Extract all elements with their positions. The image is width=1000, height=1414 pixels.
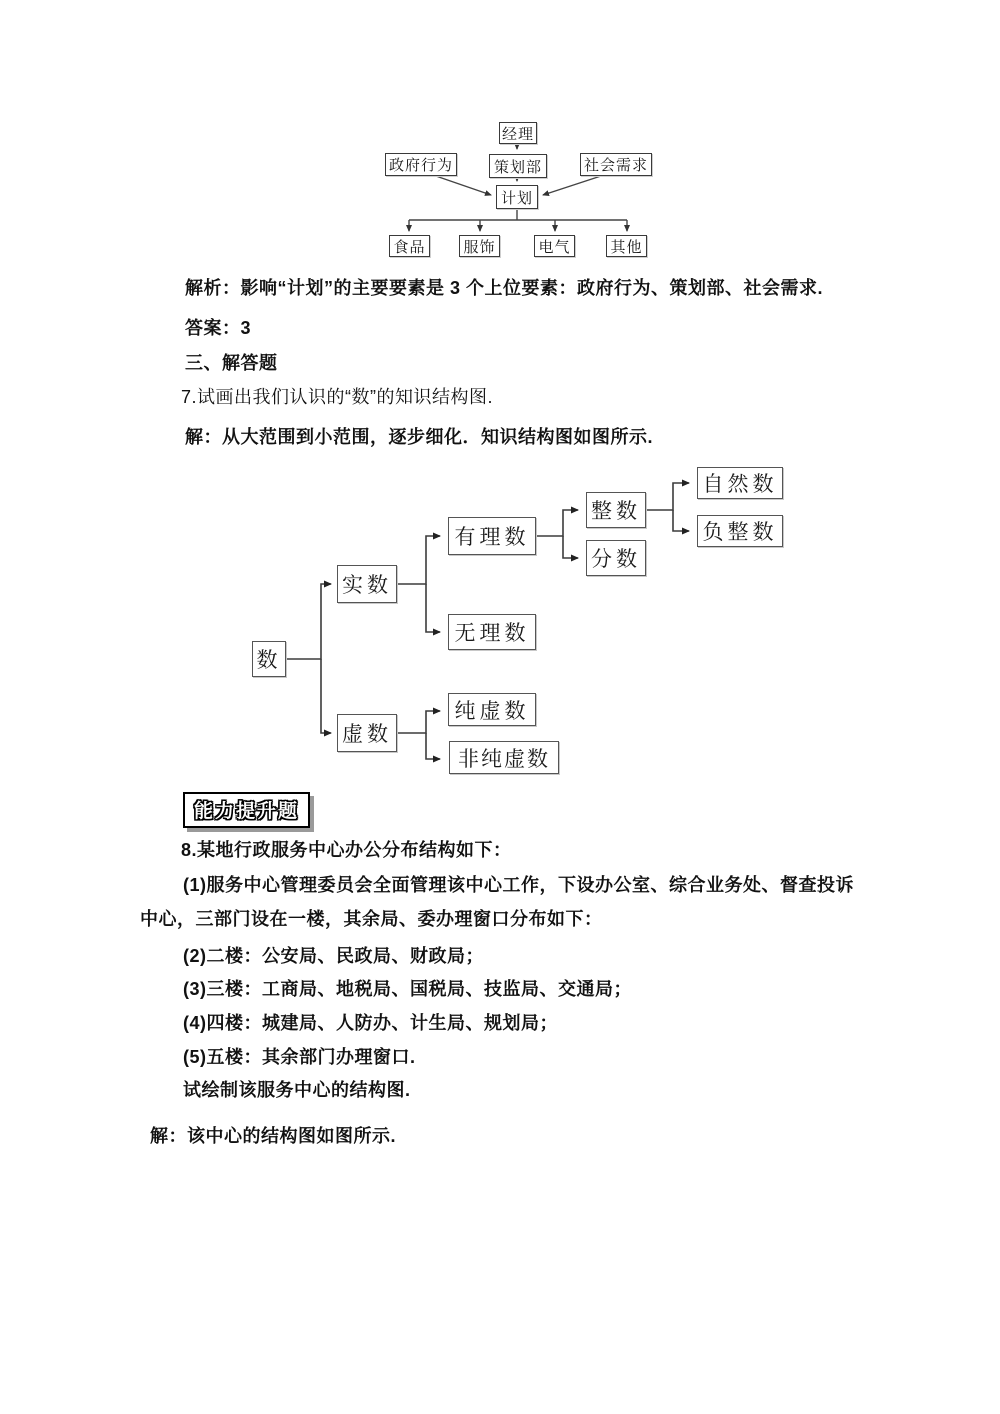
number-tree-diagram	[245, 460, 795, 782]
q8-solution-line: 解：该中心的结构图如图所示.	[150, 1126, 396, 1146]
q6-answer-line: 答案：3	[185, 318, 252, 338]
q8-item1-paragraph: (1)服务中心管理委员会全面管理该中心工作，下设办公室、综合业务处、督查投诉中心，三部门设在一楼，其余局、委办理窗口分布如下：	[140, 875, 854, 929]
tree-node-fraction: 分数	[586, 540, 646, 576]
tree-node-pure-imaginary: 纯虚数	[448, 693, 536, 726]
org-node-planning-dept: 策划部	[489, 154, 547, 178]
q7-question-line: 7.试画出我们认识的“数”的知识结构图.	[181, 387, 493, 407]
q8-item4-line: (4)四楼：城建局、人防办、计生局、规划局；	[183, 1013, 558, 1033]
tree-node-integer: 整数	[586, 492, 646, 528]
q8-item2-line: (2)二楼：公安局、民政局、财政局；	[183, 946, 484, 966]
org-node-other: 其他	[606, 235, 647, 257]
org-node-electrical: 电气	[534, 235, 575, 257]
q8-task-line: 试绘制该服务中心的结构图.	[183, 1080, 411, 1100]
org-node-food: 食品	[389, 235, 430, 257]
q6-analysis-line: 解析：影响“计划”的主要要素是 3 个上位要素：政府行为、策划部、社会需求.	[185, 278, 824, 298]
ability-badge: 能力提升题	[183, 792, 310, 828]
q8-item3-line: (3)三楼：工商局、地税局、国税局、技监局、交通局；	[183, 979, 632, 999]
org-node-government: 政府行为	[385, 153, 457, 176]
tree-node-imaginary: 虚数	[337, 714, 397, 752]
q7-solution-line: 解：从大范围到小范围，逐步细化．知识结构图如图所示.	[185, 427, 653, 447]
tree-node-non-pure-imaginary: 非纯虚数	[449, 741, 559, 774]
q8-intro-line: 8.某地行政服务中心办公分布结构如下：	[181, 840, 512, 860]
section-title: 三、解答题	[185, 353, 278, 373]
tree-node-real: 实数	[337, 565, 397, 603]
plan-org-chart	[385, 118, 655, 263]
org-node-manager: 经理	[499, 122, 537, 144]
tree-node-number: 数	[252, 641, 286, 677]
org-node-clothing: 服饰	[459, 235, 500, 257]
q8-item5-line: (5)五楼：其余部门办理窗口.	[183, 1047, 416, 1067]
tree-node-irrational: 无理数	[448, 614, 536, 650]
tree-node-rational: 有理数	[448, 517, 536, 555]
tree-node-negative-integer: 负整数	[697, 515, 783, 547]
org-node-plan: 计划	[496, 185, 538, 209]
org-node-social-demand: 社会需求	[580, 153, 652, 176]
tree-node-natural: 自然数	[697, 467, 783, 499]
